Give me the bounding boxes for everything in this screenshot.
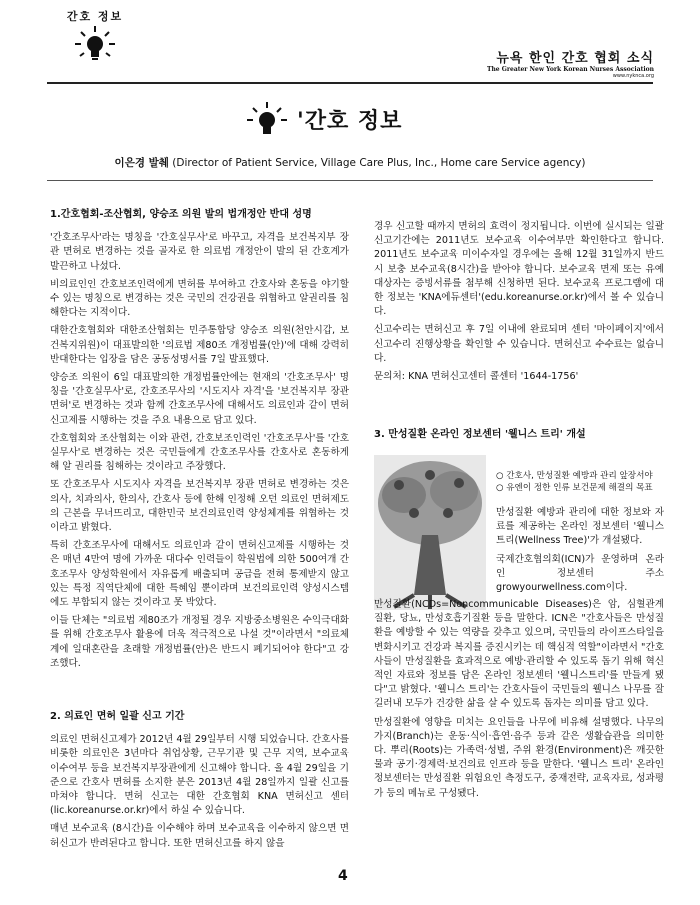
corner-logo (60, 8, 130, 68)
article-paragraph: 특히 간호조무사에 대해서도 의료인과 같이 면허신고제를 시행하는 것은 매년 4만여 명에 가까운 대다수 인력들이 학원법에 의한 500여개 간호조무사 양성학원에서 자유롭게 배출되며 공급을 전혀 통제받지 않고 있는 특정 직역단체에 대한 특혜임 뿐이라며 보건의료인력 양성시스템에도 부합되지 않는 것이라고 못 박았다. (50, 540, 349, 609)
page-number: 4 (338, 868, 348, 884)
article-paragraph: 또 간호조무사 시도지사 자격을 보건복지부 장관 면허로 변경하는 것은 의사, 치과의사, 한의사, 간호사 등에 한해 인정해 오던 의료인 면허제도의 근본을 무너뜨리고, 대한민국 보건의료인력 양성체계를 위협하는 것이라고 밝혔다. (50, 479, 349, 534)
lightbulb-icon (245, 100, 289, 144)
header-divider (47, 82, 653, 84)
article-paragraph: 간호협회와 조산협회는 이와 관련, 간호보조인력인 '간호조무사'를 '간호실무사'로 변경하는 것은 국민들에게 간호조무사를 간호사로 혼동하게 해 알 권리를 침해하는 것이라고 주장했다. (50, 432, 349, 473)
bullet-item: ○ 간호사, 만성질환 예방과 관리 앞장서야 (496, 471, 653, 481)
article-paragraph: 경우 신고할 때까지 면허의 효력이 정지됩니다. 이번에 실시되는 일괄 신고기간에는 2011년도 보수교육 이수여부만 확인한다고 합니다. 2011년도 보수교육 미이수자일 경우에는 올해 12월 31일까지 반드시 보충 보수교육(8시간)을 받아야 합니다. 보수교육 면제 또는 유예 대상자는 증빙서류를 첨부해 신청하면 된다. 보수교육 프로그램에 대한 정보는 'KNA에듀센터'(edu.koreanurse.or.kr)에서 볼 수 있습니다. (374, 221, 664, 318)
wellness-tree-image (374, 455, 486, 610)
corner-logo-text: 간호 정보 (66, 10, 124, 23)
article-2-continued (374, 220, 664, 388)
tree-illustration (374, 455, 486, 610)
article-paragraph: 대한간호협회와 대한조산협회는 민주통합당 양승조 의원(천안시갑, 보건복지위원)이 대표발의한 '의료법 제80조 개정법률(안)'에 대해 강력히 반대한다는 입장을 담은 공동성명서를 7일 발표했다. (50, 325, 349, 365)
bullet-item: ○ 유엔이 정한 인류 보건문제 해결의 목표 (496, 483, 653, 493)
article-paragraph: 만성질환에 영향을 미치는 요인들을 나무에 비유해 설명했다. 나무의 가지(Branch)는 운동·식이·흡연·음주 등과 같은 생활습관을 의미한다. 뿌리(Roots)는 가족력·성별, 주위 환경(Environment)은 깨끗한 물과 공기·경제력·보건의료 인프라 등을 말한다. '웰니스 트리' 온라인 정보센터는 만성질환 위험요인 측정도구, 중재전략, 교육자료, 성과평가 등의 메뉴로 구성됐다. (374, 716, 664, 799)
article-3-heading: 3. 만성질환 온라인 정보센터 '웰니스 트리' 개설 (374, 429, 586, 440)
masthead-url: www.nyknca.org (612, 73, 654, 79)
article-paragraph: 이들 단체는 "의료법 제80조가 개정될 경우 지방중소병원은 수익극대화를 위해 간호조무사 활용에 더욱 적극적으로 나설 것"이라면서 "의료체계에 일대혼란을 초래할 개정법률(안)은 반드시 폐기되어야 한다"고 강조했다. (50, 615, 349, 669)
section-header (243, 100, 463, 144)
article-2-heading: 2. 의료인 면허 일괄 신고 기간 (50, 711, 185, 722)
byline (0, 155, 700, 170)
article-2 (50, 710, 349, 855)
article-paragraph: 매년 보수교육 (8시간)을 이수해야 하며 보수교육을 이수하지 않으면 면허신고가 반려된다고 합니다. 또한 면허신고를 하지 않을 (50, 823, 349, 849)
article-paragraph: 문의처: KNA 면허신고센터 콜센터 '1644-1756' (374, 371, 579, 383)
section-title: '간호 정보 (297, 109, 403, 134)
article-3-bullets (496, 470, 656, 494)
article-1 (50, 208, 349, 675)
article-paragraph: 국제간호협의회(ICN)가 운영하며 온라인 정보센터 주소 growyourwellness.com이다. (496, 553, 664, 594)
masthead-subtitle: The Greater New York Korean Nurses Association (486, 66, 654, 73)
article-paragraph: 양승조 의원이 6일 대표발의한 개정법률안에는 현재의 '간호조무사' 명칭을 '간호실무사'로, 간호조무사의 '시도지사 자격'을 '보건복지부 장관 면허'로 변경하는 것과 함께 간호조무사에 대해서도 의료인과 같이 면허신고제를 시행하는 것을 주요 내용으로 담고 있다. (50, 372, 349, 426)
article-3-intro (496, 506, 664, 599)
article-3-body (374, 598, 664, 805)
article-paragraph: 의료인 면허신고제가 2012년 4월 29일부터 시행 되었습니다. 간호사를 비롯한 의료인은 3년마다 취업상황, 근무기관 및 근무 지역, 보수교육 이수여부 등을 보건복지부장관에게 신고해야 합니다. 올 4월 29일을 기준으로 간호사 면허를 소지한 분은 2013년 4월 28일까지 일괄 신고를 마쳐야 합니다. 면허 신고는 대한 간호협회 KNA 면허신고 센터(lic.koreanurse.or.kr)에서 하실 수 있습니다. (50, 734, 349, 817)
byline-affiliation: (Director of Patient Service, Village Care Plus, Inc., Home care Service agency) (172, 157, 586, 169)
lightbulb-icon (60, 8, 130, 68)
article-paragraph: '간호조무사'라는 명칭을 '간호실무사'로 바꾸고, 자격을 보건복지부 장관 면허로 변경하는 것을 골자로 한 의료법 개정안이 발의 된 간호계가 발끈하고 나섰다. (50, 232, 349, 272)
article-paragraph: 만성질환 예방과 관리에 대한 정보와 자료를 제공하는 온라인 정보센터 '웰니스트리(Wellness Tree)'가 개설됐다. (496, 507, 664, 547)
article-paragraph: 만성질환(NCDs=Noncommunicable Diseases)은 암, 심혈관계 질환, 당뇨, 만성호흡기질환 등을 말한다. ICN은 "간호사들은 만성질환을 예방할 수 있는 역량을 갖추고 있으며, 국민들의 라이프스타일을 변화시키고 건강과 복지를 증진시키는 데 핵심적 역할"이라면서 "간호사들이 만성질환을 효과적으로 예방·관리할 수 있도록 돕기 위해 혁신적인 자료와 정보를 담은 온라인 정보센터 '웰니스트리'를 만들게 됐다"고 밝혔다. '웰니스 트리'는 간호사들이 국민들의 웰니스 나무를 잘 길러내 모두가 건강한 삶을 살 수 있도록 돕자는 의미를 담고 있다. (374, 599, 664, 710)
byline-name: 이은경 발췌 (114, 157, 169, 169)
article-paragraph: 비의료인인 간호보조인력에게 면허를 부여하고 간호사와 혼동을 야기할 수 있는 명칭으로 변경하는 것은 국민의 건강권을 위협하고 알권리를 침해한다는 지적이다. (50, 278, 349, 319)
masthead (487, 47, 654, 79)
article-1-heading: 1.간호협회-조산협회, 양승조 의원 발의 법개정안 반대 성명 (50, 209, 312, 220)
article-paragraph: 신고수리는 면허신고 후 7일 이내에 완료되며 센터 '마이페이지'에서 신고수리 진행상황을 확인할 수 있습니다. 면허신고 수수료는 없습니다. (374, 324, 664, 364)
article-3 (374, 428, 664, 451)
byline-divider (47, 180, 653, 181)
masthead-title: 뉴욕 한인 간호 협회 소식 (496, 51, 654, 66)
